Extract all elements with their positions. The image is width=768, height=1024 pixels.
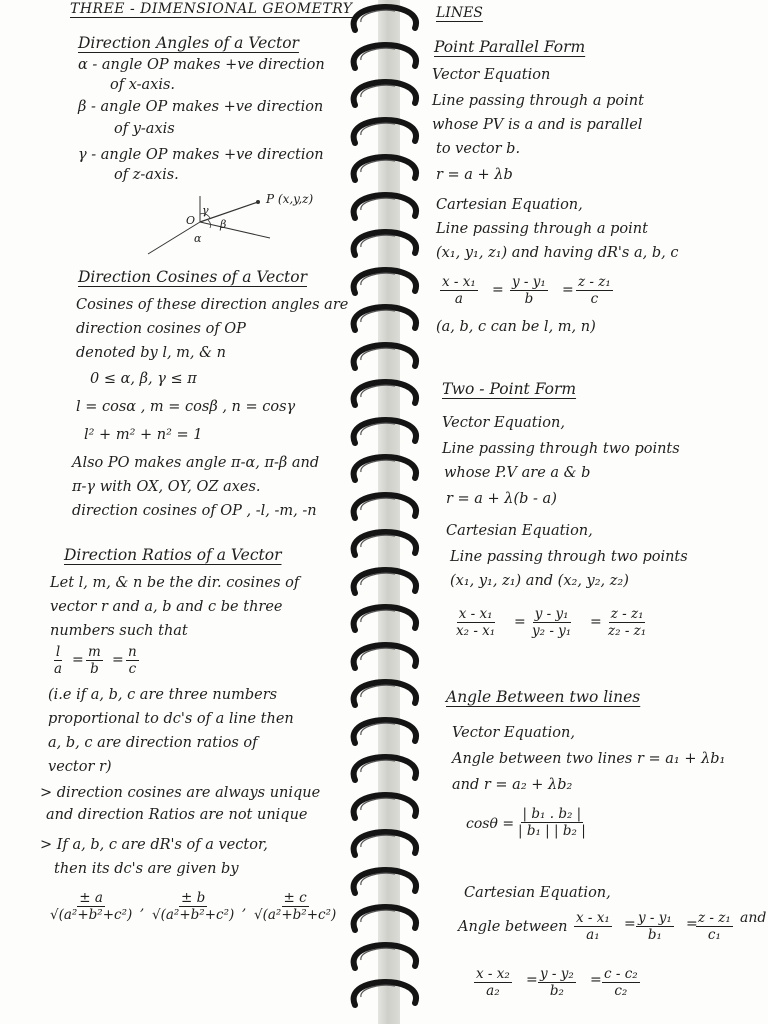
binding-ring [345,115,425,149]
origin-label: O [186,214,196,227]
page-heading-lines: LINES [436,5,483,21]
ratio-fraction [126,644,139,677]
note-line: denoted by l, m, & n [76,345,226,361]
binding-ring [345,40,425,74]
fraction-numerator: z - z₁ [698,910,731,926]
cartesian-fraction [454,606,497,639]
note-line: vector r and a, b and c be three [50,599,283,615]
binding-ring [345,77,425,111]
note-line: π-γ with OX, OY, OZ axes. [72,479,261,495]
cos-theta-fraction [516,806,588,839]
note-line: r = a + λb [436,167,513,183]
binding-ring [345,977,425,1011]
fraction-denominator: b₂ [549,983,564,999]
note-line: l = cosα , m = cosβ , n = cosγ [76,399,296,415]
binding-ring [345,227,425,261]
note-line: numbers such that [50,623,188,639]
fraction-numerator: y - y₂ [540,966,574,982]
cartesian-fraction [576,274,613,307]
note-line: and r = a₂ + λb₂ [452,777,573,793]
page-heading-3d-geometry: THREE - DIMENSIONAL GEOMETRY [70,1,353,17]
note-line: whose PV is a and is parallel [432,117,643,133]
fraction-denominator: z₂ - z₁ [608,623,647,639]
dc-fraction [48,890,134,923]
fraction-numerator: n [128,644,137,660]
note-line: β - angle OP makes +ve direction [78,99,324,115]
note-line: Cartesian Equation, [436,197,583,213]
fraction-numerator: | b₁ . b₂ | [522,806,582,822]
fraction-denominator: c₂ [614,983,628,999]
binding-ring [345,715,425,749]
note-line: Angle between [458,919,568,935]
note-line: Vector Equation [432,67,551,83]
note-line: direction cosines of OP [76,321,246,337]
binding-ring [345,340,425,374]
note-line: Cartesian Equation, [446,523,593,539]
dc-fraction [252,890,338,923]
fraction-numerator: ± a [79,890,103,906]
fraction-denominator: a₁ [586,927,600,943]
fraction-denominator: y₂ - y₁ [532,623,572,639]
note-line: (x₁, y₁, z₁) and having dR's a, b, c [436,245,679,261]
fraction-numerator: y - y₁ [638,910,672,926]
fraction-numerator: m [88,644,101,660]
cartesian-fraction [440,274,478,307]
note-line: Cartesian Equation, [464,885,611,901]
binding-ring [345,790,425,824]
cos-theta-label: cosθ = [466,816,515,832]
heading-two-point-form: Two - Point Form [442,380,577,398]
beta-label: β [220,218,227,231]
heading-angle-between-two-lines: Angle Between two lines [446,688,641,706]
binding-ring [345,940,425,974]
fraction-denominator: √(a²+b²+c²) [254,907,337,923]
alpha-label: α [194,232,202,245]
note-line: Also PO makes angle π-α, π-β and [72,455,320,471]
note-line: γ - angle OP makes +ve direction [78,147,324,163]
binding-ring [345,640,425,674]
note-line: (x₁, y₁, z₁) and (x₂, y₂, z₂) [450,573,629,589]
fraction-denominator: a₂ [486,983,500,999]
heading-direction-angles: Direction Angles of a Vector [78,34,299,52]
note-line: > direction cosines are always unique [40,785,321,801]
heading-point-parallel-form: Point Parallel Form [434,38,586,56]
note-line: Vector Equation, [442,415,565,431]
binding-ring [345,2,425,36]
fraction-numerator: c - c₂ [604,966,638,982]
fraction-denominator: √(a²+b²+c²) [50,907,133,923]
note-line: Line passing through two points [442,441,680,457]
binding-ring [345,677,425,711]
binding-ring [345,602,425,636]
ratio-fraction [52,644,64,677]
binding-ring [345,527,425,561]
note-line: Line passing through two points [450,549,688,565]
fraction-numerator: x - x₁ [576,910,610,926]
note-line: > If a, b, c are dR's of a vector, [40,837,268,853]
fraction-denominator: a [454,291,463,307]
cartesian-fraction [636,910,674,943]
note-line: a, b, c are direction ratios of [48,735,258,751]
cartesian-fraction [696,910,733,943]
heading-direction-ratios: Direction Ratios of a Vector [64,546,282,564]
binding-ring [345,865,425,899]
ratio-fraction [86,644,103,677]
binding-ring [345,190,425,224]
binding-ring [345,152,425,186]
note-line: Let l, m, & n be the dir. cosines of [50,575,300,591]
binding-ring [345,265,425,299]
note-line: 0 ≤ α, β, γ ≤ π [90,371,197,387]
note-line: vector r) [48,759,112,775]
fraction-denominator: a [54,661,63,677]
fraction-numerator: x - x₁ [442,274,476,290]
cartesian-fraction [474,966,512,999]
note-line: Line passing through a point [432,93,644,109]
binding-ring [345,377,425,411]
heading-direction-cosines: Direction Cosines of a Vector [78,268,307,286]
fraction-numerator: y - y₁ [512,274,546,290]
cartesian-fraction [510,274,548,307]
fraction-numerator: y - y₁ [534,606,569,622]
fraction-numerator: x - x₁ [458,606,493,622]
cartesian-fraction [574,910,612,943]
note-line: α - angle OP makes +ve direction [78,57,325,73]
note-line: Line passing through a point [436,221,648,237]
binding-ring [345,565,425,599]
note-line: l² + m² + n² = 1 [84,427,203,443]
note-line: and direction Ratios are not unique [46,807,308,823]
point-p-label: P (x,y,z) [266,192,314,206]
cartesian-fraction [538,966,576,999]
note-line: to vector b. [436,141,521,157]
fraction-denominator: b₁ [647,927,662,943]
gamma-label: γ [202,204,209,217]
note-line: Angle between two lines r = a₁ + λb₁ [452,751,726,767]
binding-ring [345,415,425,449]
note-line: proportional to dc's of a line then [48,711,294,727]
fraction-numerator: l [55,644,61,660]
fraction-numerator: z - z₁ [610,606,644,622]
binding-ring [345,752,425,786]
cartesian-fraction [530,606,573,639]
fraction-denominator: c [590,291,599,307]
note-line: of z-axis. [114,167,179,183]
note-line: (a, b, c can be l, m, n) [436,319,596,335]
note-line: then its dc's are given by [54,861,239,877]
note-line: direction cosines of OP , -l, -m, -n [72,503,317,519]
note-line: r = a + λ(b - a) [446,491,557,507]
note-line: Cosines of these direction angles are [76,297,349,313]
dc-fraction [150,890,236,923]
cartesian-fraction [602,966,640,999]
fraction-numerator: z - z₁ [578,274,611,290]
note-line: Vector Equation, [452,725,575,741]
note-line: of x-axis. [110,77,176,93]
note-line: of y-axis [114,121,175,137]
note-line: (i.e if a, b, c are three numbers [48,687,278,703]
binding-ring [345,452,425,486]
cartesian-fraction [606,606,648,639]
fraction-denominator: b [524,291,534,307]
fraction-numerator: ± c [283,890,307,906]
and-label: and [740,910,767,926]
fraction-numerator: x - x₂ [476,966,510,982]
fraction-denominator: √(a²+b²+c²) [152,907,235,923]
fraction-numerator: ± b [181,890,206,906]
fraction-denominator: c [128,661,137,677]
binding-ring [345,827,425,861]
binding-ring [345,902,425,936]
fraction-denominator: x₂ - x₁ [456,623,496,639]
note-line: whose P.V are a & b [444,465,591,481]
binding-ring [345,302,425,336]
binding-ring [345,490,425,524]
fraction-denominator: b [90,661,99,677]
fraction-denominator: c₁ [707,927,721,943]
fraction-denominator: | b₁ | | b₂ | [518,823,586,839]
spiral-binding [345,0,425,1024]
